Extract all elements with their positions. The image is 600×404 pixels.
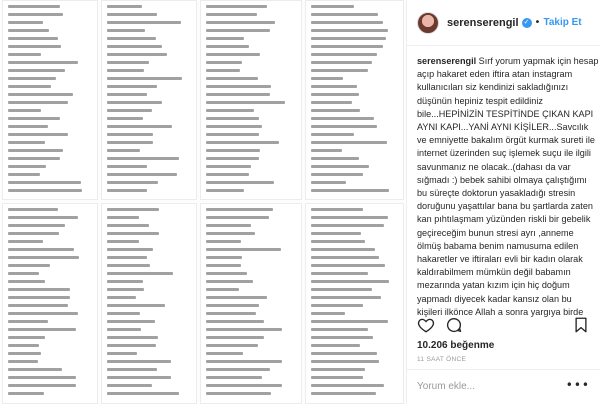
username-line xyxy=(311,368,365,371)
username-line xyxy=(8,109,41,112)
username-line xyxy=(206,77,258,80)
username-line xyxy=(8,181,81,184)
username-line xyxy=(8,13,63,16)
username-line xyxy=(311,392,376,395)
username-line xyxy=(311,240,365,243)
username-line xyxy=(206,13,257,16)
username-line xyxy=(311,328,368,331)
username-line xyxy=(311,69,368,72)
username-line xyxy=(206,133,259,136)
username-line xyxy=(107,157,179,160)
username-line xyxy=(311,85,357,88)
username-line xyxy=(107,69,144,72)
username-line xyxy=(107,29,145,32)
username-line xyxy=(107,224,149,227)
username-line xyxy=(8,264,50,267)
username-line xyxy=(206,189,244,192)
post-header xyxy=(407,0,600,46)
username-line xyxy=(8,240,43,243)
divider xyxy=(407,369,600,370)
bookmark-icon[interactable] xyxy=(572,316,590,334)
username-line xyxy=(311,336,373,339)
username-line xyxy=(107,53,167,56)
username-line xyxy=(8,304,68,307)
post-username[interactable]: serenserengil xyxy=(447,16,519,29)
username-line xyxy=(8,296,70,299)
username-line xyxy=(311,53,377,56)
username-line xyxy=(8,61,78,64)
username-line xyxy=(311,37,386,40)
username-line xyxy=(8,376,76,379)
username-line xyxy=(8,29,49,32)
username-line xyxy=(8,272,39,275)
caption-username[interactable]: serenserengil xyxy=(417,56,477,66)
username-line xyxy=(107,392,179,395)
username-line xyxy=(311,149,342,152)
username-line xyxy=(8,37,58,40)
username-line xyxy=(311,165,369,168)
username-line xyxy=(8,149,63,152)
username-line xyxy=(311,304,363,307)
username-line xyxy=(8,352,41,355)
username-line xyxy=(107,5,142,8)
username-line xyxy=(107,280,143,283)
username-line xyxy=(107,384,152,387)
username-line xyxy=(8,173,40,176)
username-line xyxy=(311,117,374,120)
username-line xyxy=(206,125,262,128)
separator-dot: • xyxy=(534,17,541,28)
username-line xyxy=(8,189,82,192)
username-line xyxy=(8,21,43,24)
username-line xyxy=(107,304,165,307)
username-line xyxy=(311,21,383,24)
username-line xyxy=(8,312,78,315)
username-line xyxy=(311,360,379,363)
username-line xyxy=(206,264,241,267)
username-line xyxy=(107,336,158,339)
username-line xyxy=(107,21,181,24)
username-line xyxy=(8,157,60,160)
username-line xyxy=(8,328,76,331)
username-line xyxy=(8,133,68,136)
username-line xyxy=(206,280,253,283)
username-line xyxy=(311,29,388,32)
username-line xyxy=(206,117,259,120)
username-line xyxy=(107,360,171,363)
username-list-panel xyxy=(200,203,302,404)
username-line xyxy=(8,141,45,144)
username-line xyxy=(107,173,177,176)
username-line xyxy=(311,181,346,184)
username-line xyxy=(107,45,162,48)
comment-bubble-icon[interactable] xyxy=(445,316,463,334)
post-caption xyxy=(417,55,599,317)
username-line xyxy=(206,272,247,275)
username-line xyxy=(206,352,243,355)
username-line xyxy=(8,125,48,128)
username-list-panel xyxy=(101,203,197,404)
username-line xyxy=(311,157,359,160)
username-line xyxy=(107,61,149,64)
username-line xyxy=(206,149,260,152)
username-line xyxy=(107,240,139,243)
username-list-panel xyxy=(101,0,197,200)
username-line xyxy=(8,360,38,363)
username-line xyxy=(206,181,274,184)
more-options-icon[interactable]: ••• xyxy=(565,378,590,392)
heart-icon[interactable] xyxy=(417,316,435,334)
username-line xyxy=(107,189,147,192)
username-line xyxy=(311,208,363,211)
username-line xyxy=(107,165,147,168)
username-line xyxy=(8,344,39,347)
username-line xyxy=(107,344,156,347)
username-line xyxy=(311,133,354,136)
username-line xyxy=(8,117,60,120)
username-line xyxy=(107,149,140,152)
username-line xyxy=(311,77,343,80)
username-line xyxy=(107,296,136,299)
username-line xyxy=(311,224,384,227)
username-line xyxy=(311,344,360,347)
username-line xyxy=(311,352,377,355)
username-line xyxy=(311,232,361,235)
username-line xyxy=(206,384,282,387)
username-line xyxy=(311,45,383,48)
username-line xyxy=(206,232,255,235)
username-line xyxy=(206,344,258,347)
verified-badge-icon: ✓ xyxy=(522,18,532,28)
username-line xyxy=(8,320,48,323)
username-line xyxy=(107,376,171,379)
username-line xyxy=(311,264,385,267)
username-line xyxy=(8,232,59,235)
username-line xyxy=(206,29,270,32)
username-line xyxy=(311,320,388,323)
username-line xyxy=(206,21,275,24)
username-line xyxy=(206,5,267,8)
username-line xyxy=(8,248,74,251)
username-line xyxy=(8,336,45,339)
username-line xyxy=(107,272,173,275)
username-line xyxy=(107,101,162,104)
username-line xyxy=(107,248,153,251)
username-line xyxy=(206,53,260,56)
username-line xyxy=(311,248,375,251)
username-line xyxy=(8,101,68,104)
username-line xyxy=(311,216,388,219)
username-line xyxy=(107,320,155,323)
username-line xyxy=(206,336,264,339)
username-line xyxy=(206,360,282,363)
username-line xyxy=(311,61,372,64)
username-line xyxy=(206,85,271,88)
username-line xyxy=(311,173,363,176)
username-line xyxy=(206,256,242,259)
username-line xyxy=(107,125,172,128)
username-line xyxy=(8,288,70,291)
username-line xyxy=(8,384,76,387)
username-line xyxy=(8,53,41,56)
username-line xyxy=(206,392,271,395)
username-line xyxy=(8,208,58,211)
username-line xyxy=(206,216,269,219)
username-line xyxy=(107,117,143,120)
username-line xyxy=(311,125,377,128)
username-line xyxy=(107,37,156,40)
username-line xyxy=(206,61,242,64)
username-line xyxy=(311,312,345,315)
username-line xyxy=(107,264,150,267)
username-line xyxy=(206,208,273,211)
username-line xyxy=(311,280,389,283)
username-line xyxy=(311,13,378,16)
username-line xyxy=(107,109,152,112)
username-line xyxy=(206,165,251,168)
username-line xyxy=(107,368,157,371)
username-line xyxy=(107,133,153,136)
username-line xyxy=(311,93,359,96)
username-line xyxy=(107,181,158,184)
username-line xyxy=(206,93,270,96)
username-line xyxy=(311,101,352,104)
username-line xyxy=(206,240,241,243)
username-line xyxy=(206,376,262,379)
username-line xyxy=(107,312,140,315)
username-line xyxy=(8,165,46,168)
username-line xyxy=(107,256,147,259)
username-line xyxy=(107,352,137,355)
username-line xyxy=(206,173,249,176)
username-line xyxy=(206,45,249,48)
username-line xyxy=(206,157,259,160)
caption-text: Sırf yorum yapmak için hesap açıp hakaret eden iftira atan instagram kullanıcıları siz kendinizi sakladığınızı düşünün hepiniz tespit edildiniz bile...HEPİNİZİN TESPİTİNDE ÇIKAN KAPI AYNI KAPI...YANİ AYNI KİŞİLER...Savcılık ve emniyette bakalım örgüt kurmak sureti ile internet üzerinden suç işlemek suçu ile ilgili savunmanız ne olacak..(dahası da var sığmadı :) bebek sahibi olmaya çalıştığımı bu süreçte doktorun yasakladığı stresin doruğunu yaşattılar bana bu şartlarda zaten kan pıhtılaşmam yüzünden riskli bir gebelik geçireceğim bunun stresi ayrı ,anneme ölmüş babama benim namusuma edilen hakaretler ve iftiraları evli bir kadın olarak kaldırabilmem mümkün değil babamın mezarında yatan kızım için hiç doğum yapmadı diyecek kadar kansız olan bu kişileri ilkönce Allah a sonra yargıya birde xyxy=(417,56,599,317)
username-line xyxy=(8,69,65,72)
username-line xyxy=(206,312,256,315)
username-line xyxy=(107,93,147,96)
username-line xyxy=(206,69,240,72)
username-line xyxy=(311,109,360,112)
follow-button[interactable]: Takip Et xyxy=(543,17,582,28)
username-line xyxy=(8,256,79,259)
like-count[interactable]: 10.206 beğenme xyxy=(417,340,495,351)
username-line xyxy=(107,328,141,331)
username-line xyxy=(8,224,65,227)
username-line xyxy=(107,288,144,291)
post-timestamp[interactable]: 11 SAAT ÖNCE xyxy=(417,356,467,363)
username-list-panel xyxy=(305,203,404,404)
username-line xyxy=(206,141,279,144)
comment-input[interactable] xyxy=(417,378,577,394)
username-line xyxy=(8,5,60,8)
username-line xyxy=(206,304,259,307)
username-line xyxy=(311,5,354,8)
username-line xyxy=(107,208,159,211)
username-list-panel xyxy=(200,0,302,200)
username-line xyxy=(206,224,251,227)
username-line xyxy=(311,141,387,144)
username-line xyxy=(206,296,267,299)
username-line xyxy=(8,392,44,395)
username-line xyxy=(107,216,139,219)
username-line xyxy=(206,288,239,291)
username-line xyxy=(107,77,182,80)
username-line xyxy=(107,13,157,16)
username-line xyxy=(206,368,270,371)
username-line xyxy=(8,368,62,371)
username-line xyxy=(206,328,282,331)
username-line xyxy=(206,37,244,40)
action-bar xyxy=(417,316,463,334)
username-line xyxy=(206,101,285,104)
username-line xyxy=(311,272,368,275)
username-line xyxy=(8,93,73,96)
username-line xyxy=(311,376,363,379)
username-line xyxy=(206,320,264,323)
username-line xyxy=(311,256,379,259)
username-line xyxy=(311,189,389,192)
username-line xyxy=(311,296,381,299)
username-line xyxy=(206,109,254,112)
username-list-panel xyxy=(2,203,98,404)
username-line xyxy=(8,77,56,80)
username-list-panel xyxy=(2,0,98,200)
username-line xyxy=(311,288,372,291)
username-list-panel xyxy=(305,0,404,200)
username-line xyxy=(8,216,78,219)
username-line xyxy=(8,280,45,283)
username-line xyxy=(107,232,159,235)
username-line xyxy=(311,384,384,387)
username-line xyxy=(8,85,51,88)
username-line xyxy=(107,85,157,88)
username-line xyxy=(107,141,153,144)
username-line xyxy=(206,248,281,251)
avatar[interactable] xyxy=(417,12,439,34)
username-line xyxy=(8,45,61,48)
post-sidebar xyxy=(406,0,600,404)
